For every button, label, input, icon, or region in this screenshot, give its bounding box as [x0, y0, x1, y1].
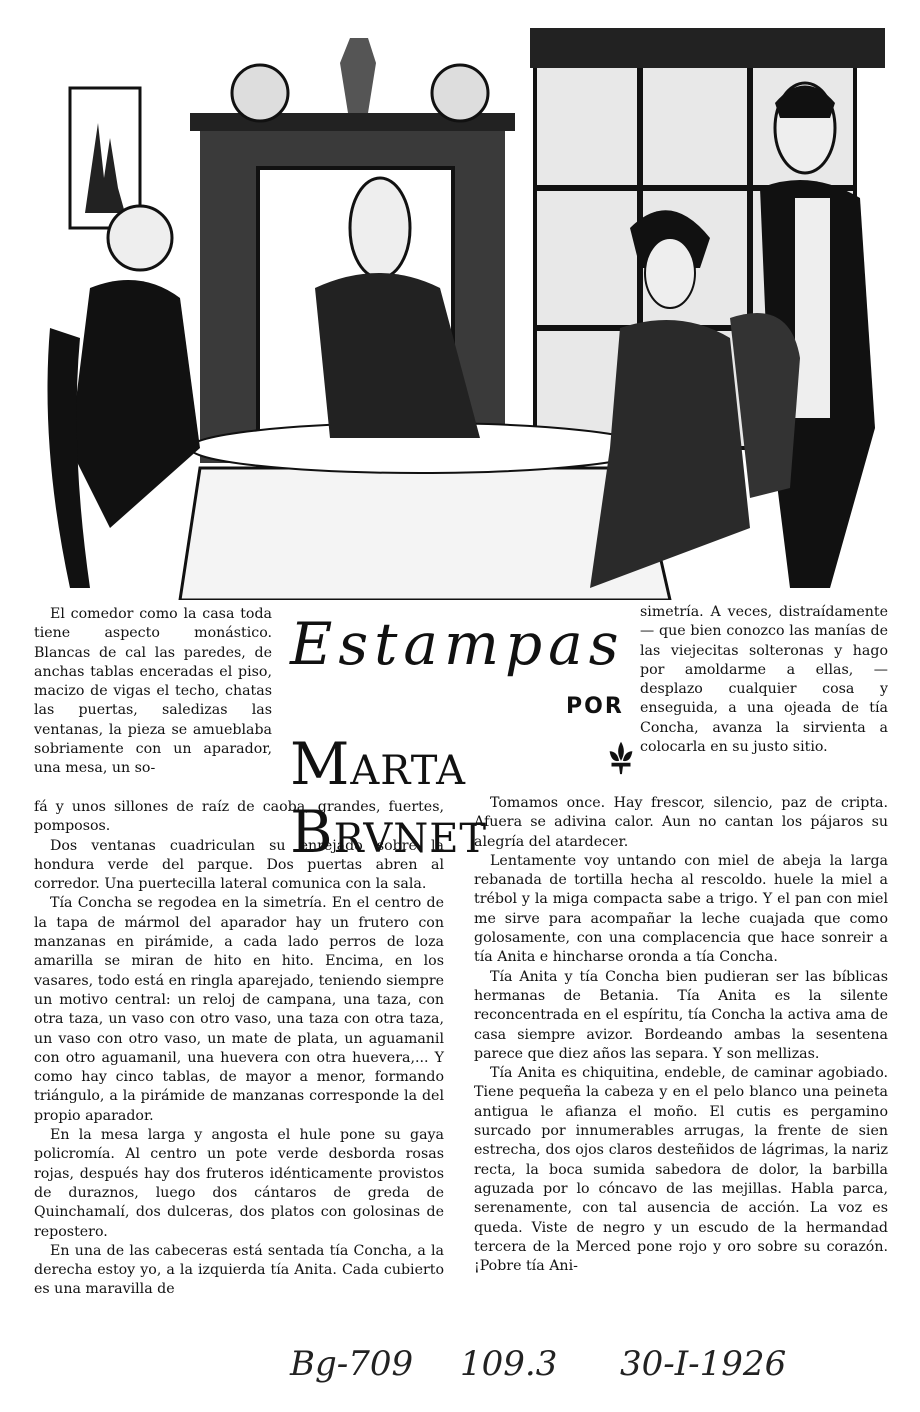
paragraph-simetria-cont: simetría. A veces, distraídamente — que bien conozco las manías de las viejecitas solteronas y hago por amoldarme a ellas, — desplazo cualquier cosa y enseguida, a una ojeada de tía Concha, avanza la sirvienta a colocarla en su justo sitio. — [640, 604, 888, 756]
handwritten-date: 30-I-1926 — [620, 1344, 787, 1384]
author-first-initial: M — [290, 730, 351, 798]
handwritten-page: 109.3 — [460, 1344, 558, 1384]
handwritten-archive-note — [290, 1338, 850, 1398]
paragraph-hermanas: Tía Anita y tía Concha bien pudieran ser las bíblicas hermanas de Betania. Tía Anita es la silente reconcentrada en el espíritu, tía Concha la activa ama de casa siempre avizor. Bordeando ambas la sesentena parece que diez años las separa. Y son mellizas. — [474, 968, 888, 1062]
author-last-initial: B — [290, 798, 334, 866]
author-last-rest: RVNET — [333, 816, 488, 862]
article-title-block — [280, 610, 640, 866]
paragraph-comedor-start: El comedor como la casa toda tiene aspecto monástico. Blancas de cal las paredes, de anchas tablas enceradas el piso, macizo de vigas el techo, chatas las puertas, saledizas las ventanas, la pieza se amueblaba sobriamente con un aparador, una mesa, un so- — [34, 606, 272, 777]
left-column-body — [34, 798, 444, 1300]
fleur-de-lis-icon — [602, 738, 640, 776]
paragraph-mesa: En la mesa larga y angosta el hule pone su gaya policromía. Al centro un pote verde desborda rosas rojas, después hay dos fruteros idénticamente provistos de duraznos, luego dos cántaros de greda de Quinchamalí, dos dulceras, dos platos con golosinas de repostero. — [34, 1127, 444, 1240]
handwritten-ref: Bg-709 — [290, 1344, 414, 1384]
paragraph-tia-anita: Tía Anita es chiquitina, endeble, de caminar agobiado. Tiene pequeña la cabeza y en el pelo blanco una peineta antigua le afianza el moño. El cutis es pergamino surcado por innumerables arrugas, la frente de sien estrecha, dos ojos claros desteñidos de lágrimas, la nariz recta, la boca sumida sabedora de dolor, la barbilla aguzada por lo cóncavo de las mejillas. Habla parca, serenamente, con tal ausencia de acción. La voz es queda. Viste de negro y un escudo de la hermandad tercera de la Merced pone rojo y oro sobre su corazón. ¡Pobre tía Ani- — [474, 1065, 888, 1275]
right-column-top — [640, 603, 888, 757]
paragraph-once: Tomamos once. Hay frescor, silencio, paz de cripta. Afuera se adivina calor. Aun no cantan los pájaros su alegría del atardecer. — [474, 795, 888, 850]
illustration-drawing — [30, 28, 888, 600]
paragraph-ventanas: Dos ventanas cuadriculan su enrejado sobre la hondura verde del parque. Dos puertas abren al corredor. Una puertecilla lateral comunica con la sala. — [34, 837, 444, 893]
author-first-rest: ARTA — [350, 748, 467, 794]
left-column-top — [34, 605, 272, 779]
byline-por: POR — [566, 694, 624, 719]
dining-room-illustration — [30, 28, 888, 600]
right-column-body — [474, 794, 888, 1276]
paragraph-cabeceras: En una de las cabeceras está sentada tía Concha, a la derecha estoy yo, a la izquierda tía Anita. Cada cubierto es una maravilla de — [34, 1242, 444, 1298]
paragraph-comedor-end: fá y unos sillones de raíz de caoba, grandes, fuertes, pomposos. — [34, 799, 444, 835]
article-title: Estampas — [290, 610, 625, 678]
paragraph-simetria: Tía Concha se regodea en la simetría. En el centro de la tapa de mármol del aparador hay un frutero con manzanas en pirámide, a cada lado perros de loza amarilla se miran de hito en hito. Encima, en los vasares, todo está en ringla aparejado, teniendo siempre un motivo central: un reloj de campana, una taza, con otra taza, un vaso con otro vaso, una taza con otra taza, un vaso con otro vaso, un mate de plata, un aguamanil con otro aguamanil, una huevera con otra huevera,... Y como hay cinco tablas, de mayor a menor, formando triángulo, a la pirámide de manzanas corresponde la del propio aparador. — [34, 895, 444, 1124]
paragraph-miel: Lentamente voy untando con miel de abeja la larga rebanada de tortilla hecha al rescoldo. huele la miel a trébol y la miga compacta sabe a trigo. Y el pan con miel me sirve para acompañar la leche cuajada que como golosamente, con una complacencia que hace sonreir a tía Anita e hincharse oronda a tía Concha. — [474, 852, 888, 966]
